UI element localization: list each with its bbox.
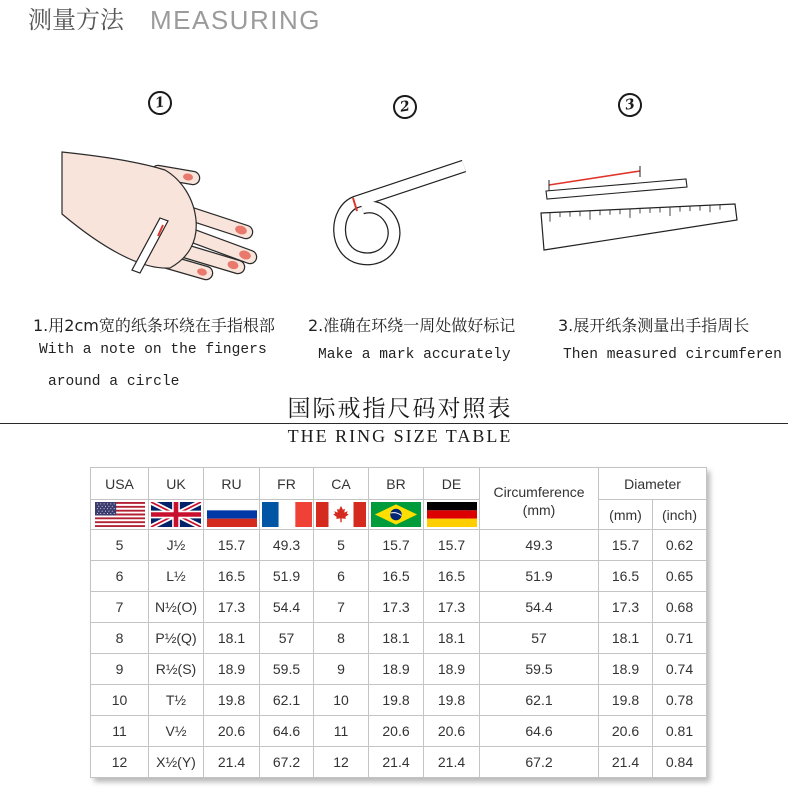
cell-br: 17.3 — [369, 592, 424, 623]
size-table-header — [91, 468, 707, 530]
cell-de: 18.1 — [424, 623, 480, 654]
header-de: DE — [424, 468, 480, 500]
cell-ru: 21.4 — [204, 747, 260, 778]
cell-fr: 51.9 — [260, 561, 314, 592]
cell-uk: P½(Q) — [149, 623, 204, 654]
cell-ru: 20.6 — [204, 716, 260, 747]
flag-cell-usa — [91, 500, 149, 530]
cell-diameter-mm: 16.5 — [599, 561, 653, 592]
cell-diameter-inch: 0.81 — [653, 716, 707, 747]
header-diameter-mm: (mm) — [599, 500, 653, 530]
cell-diameter-inch: 0.78 — [653, 685, 707, 716]
cell-usa: 10 — [91, 685, 149, 716]
cell-uk: N½(O) — [149, 592, 204, 623]
cell-circumference-mm: 67.2 — [480, 747, 599, 778]
header-diameter-inch: (inch) — [653, 500, 707, 530]
measuring-title-en: MEASURING — [150, 5, 321, 35]
cell-de: 15.7 — [424, 530, 480, 561]
circumference-unit: (mm) — [522, 501, 556, 518]
brazil-flag-icon — [370, 502, 422, 527]
cell-ca: 5 — [314, 530, 369, 561]
uk-flag-icon — [150, 502, 202, 527]
cell-uk: X½(Y) — [149, 747, 204, 778]
cell-usa: 8 — [91, 623, 149, 654]
cell-ru: 16.5 — [204, 561, 260, 592]
cell-de: 17.3 — [424, 592, 480, 623]
table-header-row — [91, 468, 707, 500]
step-2-caption-cn: 2.准确在环绕一周处做好标记 — [308, 316, 516, 335]
germany-flag-icon — [426, 502, 478, 527]
header-br: BR — [369, 468, 424, 500]
ring-size-table — [90, 467, 707, 778]
cell-fr: 49.3 — [260, 530, 314, 561]
table-row — [91, 623, 707, 654]
flag-cell-br — [369, 500, 424, 530]
cell-fr: 67.2 — [260, 747, 314, 778]
france-flag-icon — [261, 502, 313, 527]
size-table-body — [91, 530, 707, 778]
cell-usa: 6 — [91, 561, 149, 592]
cell-diameter-mm: 17.3 — [599, 592, 653, 623]
circumference-label: Circumference — [493, 483, 585, 500]
table-row — [91, 716, 707, 747]
cell-uk: J½ — [149, 530, 204, 561]
cell-uk: R½(S) — [149, 654, 204, 685]
cell-uk: L½ — [149, 561, 204, 592]
cell-circumference-mm: 64.6 — [480, 716, 599, 747]
header-diameter: Diameter — [599, 468, 707, 500]
cell-br: 15.7 — [369, 530, 424, 561]
cell-de: 18.9 — [424, 654, 480, 685]
step-3-caption-cn: 3.展开纸条测量出手指周长 — [558, 316, 750, 335]
flag-cell-uk — [149, 500, 204, 530]
cell-ru: 18.1 — [204, 623, 260, 654]
hand-with-paper-strip-illustration — [55, 140, 270, 290]
canada-flag-icon — [315, 502, 367, 527]
cell-br: 20.6 — [369, 716, 424, 747]
cell-diameter-inch: 0.62 — [653, 530, 707, 561]
cell-circumference-mm: 54.4 — [480, 592, 599, 623]
header-usa: USA — [91, 468, 149, 500]
cell-de: 20.6 — [424, 716, 480, 747]
cell-de: 21.4 — [424, 747, 480, 778]
step-1-caption-en-line-1: With a note on the fingers — [39, 342, 267, 358]
header-circumference — [480, 468, 599, 530]
cell-diameter-mm: 20.6 — [599, 716, 653, 747]
cell-br: 19.8 — [369, 685, 424, 716]
usa-flag-icon — [94, 502, 146, 527]
step-2-number: 2 — [391, 93, 419, 121]
cell-de: 16.5 — [424, 561, 480, 592]
flag-cell-fr — [260, 500, 314, 530]
cell-diameter-mm: 18.1 — [599, 623, 653, 654]
cell-ca: 9 — [314, 654, 369, 685]
header-uk: UK — [149, 468, 204, 500]
cell-fr: 54.4 — [260, 592, 314, 623]
step-1-number: 1 — [146, 89, 174, 117]
ruler — [541, 204, 737, 250]
cell-ru: 18.9 — [204, 654, 260, 685]
step-1-caption-en-line-2: around a circle — [48, 374, 180, 390]
cell-usa: 7 — [91, 592, 149, 623]
cell-circumference-mm: 51.9 — [480, 561, 599, 592]
cell-diameter-inch: 0.68 — [653, 592, 707, 623]
table-flag-row — [91, 500, 707, 530]
table-row — [91, 592, 707, 623]
cell-circumference-mm: 59.5 — [480, 654, 599, 685]
cell-ru: 17.3 — [204, 592, 260, 623]
cell-diameter-inch: 0.84 — [653, 747, 707, 778]
cell-circumference-mm: 62.1 — [480, 685, 599, 716]
ruler-with-strip-illustration — [535, 160, 745, 260]
cell-br: 21.4 — [369, 747, 424, 778]
cell-de: 19.8 — [424, 685, 480, 716]
cell-fr: 64.6 — [260, 716, 314, 747]
cell-ru: 19.8 — [204, 685, 260, 716]
cell-diameter-mm: 18.9 — [599, 654, 653, 685]
ring-size-table-title-cn: 国际戒指尺码对照表 — [287, 396, 513, 422]
step-1-caption-cn: 1.用2cm宽的纸条环绕在手指根部 — [33, 316, 275, 335]
cell-ca: 6 — [314, 561, 369, 592]
cell-circumference-mm: 57 — [480, 623, 599, 654]
russia-flag-icon — [206, 502, 258, 527]
step-3-number: 3 — [616, 91, 644, 119]
step-2-caption-en: Make a mark accurately — [318, 347, 511, 363]
table-row — [91, 747, 707, 778]
flag-cell-ru — [204, 500, 260, 530]
cell-diameter-inch: 0.71 — [653, 623, 707, 654]
cell-diameter-mm: 19.8 — [599, 685, 653, 716]
header-ru: RU — [204, 468, 260, 500]
cell-usa: 12 — [91, 747, 149, 778]
table-row — [91, 561, 707, 592]
section-divider — [0, 423, 788, 424]
table-row — [91, 654, 707, 685]
red-measure-line — [549, 171, 640, 185]
cell-usa: 5 — [91, 530, 149, 561]
cell-br: 18.9 — [369, 654, 424, 685]
cell-fr: 57 — [260, 623, 314, 654]
cell-diameter-mm: 15.7 — [599, 530, 653, 561]
header-ca: CA — [314, 468, 369, 500]
paper-strip-loop-illustration — [325, 150, 475, 270]
cell-uk: T½ — [149, 685, 204, 716]
cell-uk: V½ — [149, 716, 204, 747]
cell-ca: 8 — [314, 623, 369, 654]
ring-size-table-title-en: THE RING SIZE TABLE — [287, 426, 513, 446]
flag-cell-ca — [314, 500, 369, 530]
cell-diameter-inch: 0.74 — [653, 654, 707, 685]
cell-ca: 10 — [314, 685, 369, 716]
cell-br: 18.1 — [369, 623, 424, 654]
cell-br: 16.5 — [369, 561, 424, 592]
cell-usa: 9 — [91, 654, 149, 685]
cell-ru: 15.7 — [204, 530, 260, 561]
measuring-title-cn: 测量方法 — [28, 6, 124, 34]
cell-circumference-mm: 49.3 — [480, 530, 599, 561]
cell-diameter-mm: 21.4 — [599, 747, 653, 778]
cell-ca: 7 — [314, 592, 369, 623]
cell-fr: 59.5 — [260, 654, 314, 685]
cell-ca: 12 — [314, 747, 369, 778]
cell-diameter-inch: 0.65 — [653, 561, 707, 592]
ring-size-table-container — [90, 467, 706, 778]
flag-cell-de — [424, 500, 480, 530]
header-fr: FR — [260, 468, 314, 500]
cell-fr: 62.1 — [260, 685, 314, 716]
cell-usa: 11 — [91, 716, 149, 747]
table-row — [91, 685, 707, 716]
cell-ca: 11 — [314, 716, 369, 747]
step-3-caption-en: Then measured circumferen — [563, 347, 782, 363]
table-row — [91, 530, 707, 561]
